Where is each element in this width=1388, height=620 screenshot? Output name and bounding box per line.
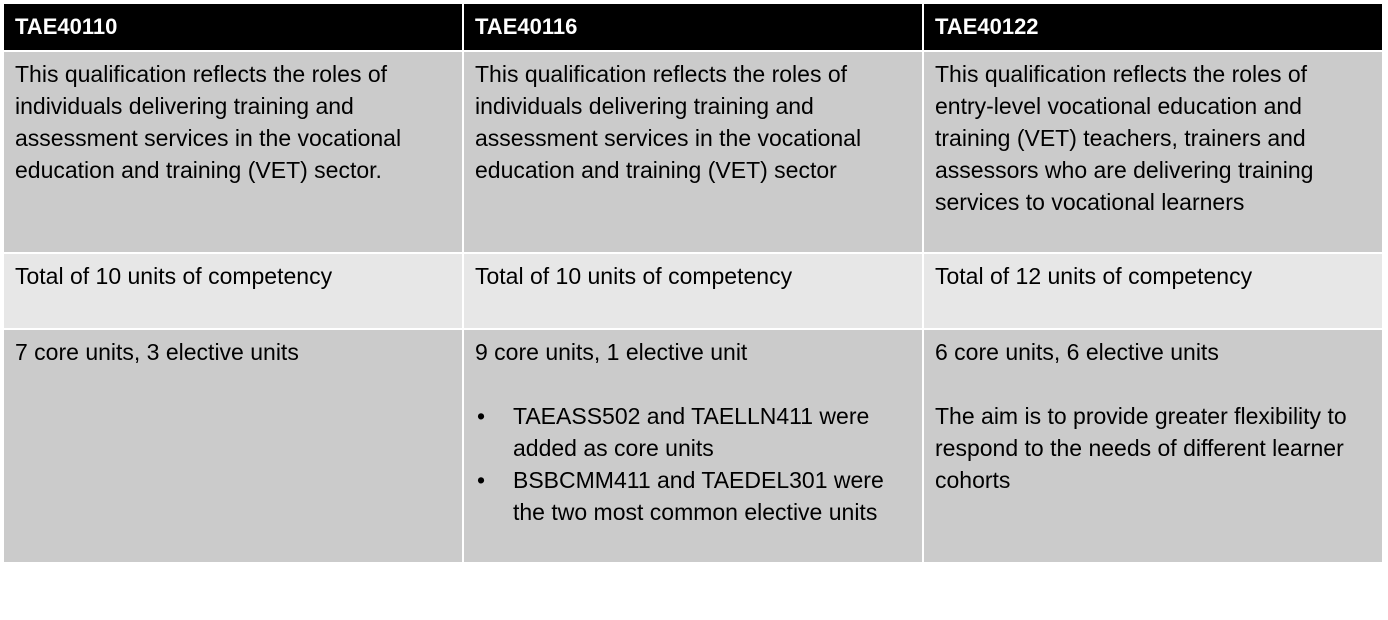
units-total-cell-tae40116: Total of 10 units of competency bbox=[464, 254, 922, 328]
description-cell-tae40110: This qualification reflects the roles of individuals delivering training and assessment services in the vocational education and training (VET) sector. bbox=[4, 52, 462, 252]
list-item-text: BSBCMM411 and TAEDEL301 were the two most common elective units bbox=[513, 467, 884, 525]
bullet-icon: • bbox=[477, 403, 486, 429]
list-item bbox=[475, 400, 910, 464]
units-breakdown-cell-tae40122 bbox=[924, 330, 1382, 562]
description-cell-tae40116: This qualification reflects the roles of individuals delivering training and assessment services in the vocational education and training (VET) sector bbox=[464, 52, 922, 252]
units-total-cell-tae40122: Total of 12 units of competency bbox=[924, 254, 1382, 328]
header-cell-tae40110: TAE40110 bbox=[4, 4, 462, 50]
flexibility-note: The aim is to provide greater flexibility to respond to the needs of different learner cohorts bbox=[935, 403, 1347, 493]
list-item-text: TAEASS502 and TAELLN411 were added as core units bbox=[513, 403, 870, 461]
list-item bbox=[475, 464, 910, 528]
bullet-icon: • bbox=[477, 467, 486, 493]
units-total-cell-tae40110: Total of 10 units of competency bbox=[4, 254, 462, 328]
description-cell-tae40122: This qualification reflects the roles of entry-level vocational education and training (VET) teachers, trainers and assessors who are delivering training services to vocational learners bbox=[924, 52, 1382, 252]
units-breakdown-cell-tae40116 bbox=[464, 330, 922, 562]
units-breakdown-summary: 6 core units, 6 elective units bbox=[935, 339, 1219, 365]
core-units-bullet-list bbox=[475, 400, 910, 528]
units-breakdown-cell-tae40110 bbox=[4, 330, 462, 562]
paragraph-spacer bbox=[475, 368, 910, 400]
header-cell-tae40116: TAE40116 bbox=[464, 4, 922, 50]
paragraph-spacer bbox=[935, 368, 1370, 400]
units-breakdown-summary: 7 core units, 3 elective units bbox=[15, 339, 299, 365]
header-cell-tae40122: TAE40122 bbox=[924, 4, 1382, 50]
units-breakdown-summary: 9 core units, 1 elective unit bbox=[475, 339, 748, 365]
qualification-comparison-table bbox=[4, 4, 1382, 562]
